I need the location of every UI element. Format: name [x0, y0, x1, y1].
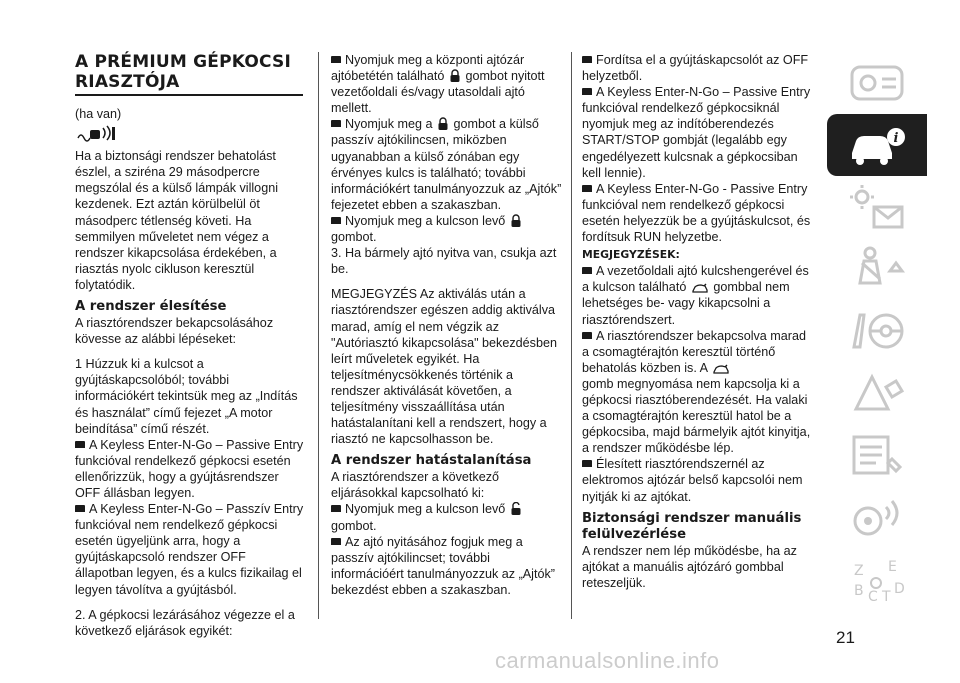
tab-multimedia[interactable] [827, 486, 927, 548]
svg-text:D: D [894, 581, 905, 597]
list-item: A Keyless Enter-N-Go - Passive Entry funkcióval nem rendelkező gépkocsi esetén helyezzük be a gyújtáskulcsot, és fordítsuk RUN helyzetbe. [582, 181, 811, 245]
list-item: A riasztórendszer bekapcsolva marad a csomagtérajtón keresztül történő behatolás közben is. A gomb megnyomása nem kapcsolja ki a gépkocsi riasztóberendezését. Ha valaki a csomagtérajtón keresztül hatol be a gépkocsiba, majd bármelyik ajtót kinyitja, a rendszer működésbe lép. [582, 328, 811, 456]
tab-safety[interactable] [827, 238, 927, 300]
column-divider [571, 52, 572, 619]
service-icon [846, 429, 908, 481]
connectivity-icon [846, 491, 908, 543]
bullet-icon [582, 267, 592, 274]
svg-text:B: B [854, 583, 864, 599]
list-item: Nyomjuk meg a kulcson levő gombot. [331, 213, 563, 245]
column-1 [75, 52, 307, 639]
list-item: Nyomjuk meg a kulcson levő gombot. [331, 501, 563, 533]
trunk-button-icon [692, 283, 708, 294]
paragraph: A rendszer nem lép működésbe, ha az ajtókat a manuális ajtózáró gombbal reteszeljük. [582, 543, 797, 590]
tab-driving[interactable] [827, 300, 927, 362]
lock-button-icon [511, 214, 521, 227]
paragraph: 1 Húzzuk ki a kulcsot a gyújtáskapcsolóból; további információkért tekintsük meg az „Indítás és használat” című fejezet „A motor beindítása” című részét. [75, 357, 298, 436]
bullet-icon [582, 185, 592, 192]
paragraph: Ha a biztonsági rendszer behatolást észlel, a sziréna 29 másodpercre megszólal és a külső lámpák villogni kezdenek. Ezt aztán körülbelül öt másodperc tétlenség követi. Ha semmilyen műveletet nem végez a rendszer kikapcsolása érdekében, a riasztás nyolc cikluson keresztül folytatódik. [75, 149, 278, 292]
svg-text:Z: Z [854, 563, 864, 579]
svg-text:T: T [882, 589, 891, 605]
bullet-icon [331, 120, 341, 127]
list-item: Élesített riasztórendszernél az elektromos ajtózár belső kapcsolói nem nyitják ki az ajtókat. [582, 457, 803, 504]
bullet-icon [75, 505, 85, 512]
paragraph: A riasztórendszer bekapcsolásához kövesse az alábbi lépéseket: [75, 316, 274, 347]
bullet-icon [582, 88, 592, 95]
paragraph: 3. Ha bármely ajtó nyitva van, csukja azt be. [331, 246, 557, 277]
steering-wheel-icon [846, 305, 908, 357]
heading-manual-override: Biztonsági rendszer manuális felülvezérlése [582, 510, 802, 542]
car-info-icon [846, 119, 908, 171]
list-item: A Keyless Enter-N-Go – Passive Entry funkcióval rendelkező gépkocsiknál nyomjuk meg az indítóberendezés START/STOP gombját (legalább egy engedélyezett kulcsnak a gépkocsiban kell lennie). [582, 85, 811, 180]
bullet-icon [75, 441, 85, 448]
tab-dashboard[interactable] [827, 52, 927, 114]
tab-warning-lights[interactable] [827, 176, 927, 238]
lock-button-icon [450, 69, 460, 82]
alarm-equipment-icon [75, 124, 119, 144]
column-divider [318, 52, 319, 619]
list-item: A vezetőoldali ajtó kulcshengerével és a kulcson található gombbal nem lehetséges be- vagy kikapcsolni a riasztórendszert. [582, 264, 809, 327]
section-subtitle: (ha van) [75, 107, 122, 121]
alphabet-index-icon [846, 553, 908, 605]
unlock-button-icon [511, 502, 521, 515]
trunk-button-icon [713, 364, 729, 375]
seatbelt-icon [846, 243, 908, 295]
bullet-icon [331, 56, 341, 63]
dashboard-icon [846, 57, 908, 109]
heading-notes: MEGJEGYZÉSEK: [582, 248, 680, 262]
page-number: 21 [836, 628, 855, 647]
note-paragraph: MEGJEGYZÉS Az aktiválás után a riasztórendszer egészen addig aktiválva marad, amíg el nem végzik az "Autóriasztó kikapcsolása" bekezdésben leírt műveletek egyikét. Ha teljesítménycsökkenés történik a rendszer aktiválását követően, a teljesítmény visszaállítása után hatástalanítani kell a rendszert, hogy a riasztó ne kapcsolhasson be. [331, 287, 557, 447]
bullet-icon [582, 56, 592, 63]
bullet-icon [582, 332, 592, 339]
watermark: carmanualsonline.info [495, 648, 720, 673]
list-item: Fordítsa el a gyújtáskapcsolót az OFF helyzetből. [582, 53, 809, 84]
title-underline [75, 94, 303, 96]
svg-text:C: C [868, 589, 878, 605]
heading-arming: A rendszer élesítése [75, 299, 227, 315]
column-2 [331, 52, 563, 598]
section-title: A PRÉMIUM GÉPKOCSI RIASZTÓJA [75, 52, 291, 92]
svg-text:E: E [888, 559, 897, 575]
column-3 [582, 52, 814, 591]
warning-triangle-icon [846, 367, 908, 419]
list-item: Nyomjuk meg a központi ajtózár ajtóbetétén található gombot nyitott vezetőoldali és/vagy utasoldali ajtó mellett. [331, 53, 545, 116]
tab-emergency[interactable] [827, 362, 927, 424]
tab-car-info[interactable] [827, 114, 927, 176]
lock-button-icon [438, 117, 448, 130]
paragraph: 2. A gépkocsi lezárásához végezze el a következő eljárások egyikét: [75, 607, 295, 638]
list-item: Az ajtó nyitásához fogjuk meg a passzív ajtókilincset; további információért tanulmányozzuk az „Ajtók” bekezdést ebben a szakaszban. [331, 534, 555, 597]
list-item: A Keyless Enter-N-Go – Passive Entry funkcióval rendelkező gépkocsi esetén ellenőrizzük, hogy a gyújtásrendszer OFF állásban legyen. [75, 437, 304, 500]
bullet-icon [331, 538, 341, 545]
list-item: A Keyless Enter-N-Go – Passzív Entry funkcióval nem rendelkező gépkocsi esetén ügyeljünk arra, hogy a gyújtáskapcsoló rendszer OFF állapotban legyen, és a kulcs fizikailag el legyen távolítva a gyújtásból. [75, 502, 304, 597]
list-item: Nyomjuk meg a gombot a külső passzív ajtókilincsen, miközben ugyanabban a külső zónában egy érvényes kulcs is található; további információkért tanulmányozzuk az „Ajtók” fejezetet ebben a szakaszban. [331, 117, 562, 212]
bullet-icon [331, 217, 341, 224]
bullet-icon [582, 460, 592, 467]
svg-text:i: i [893, 131, 899, 146]
paragraph: A riasztórendszer a következő eljárásokkal kapcsolható ki: [331, 470, 499, 501]
bullet-icon [331, 505, 341, 512]
tab-index[interactable] [827, 548, 927, 610]
warning-lights-icon [846, 181, 908, 233]
heading-disarming: A rendszer hatástalanítása [331, 453, 532, 469]
tab-service[interactable] [827, 424, 927, 486]
